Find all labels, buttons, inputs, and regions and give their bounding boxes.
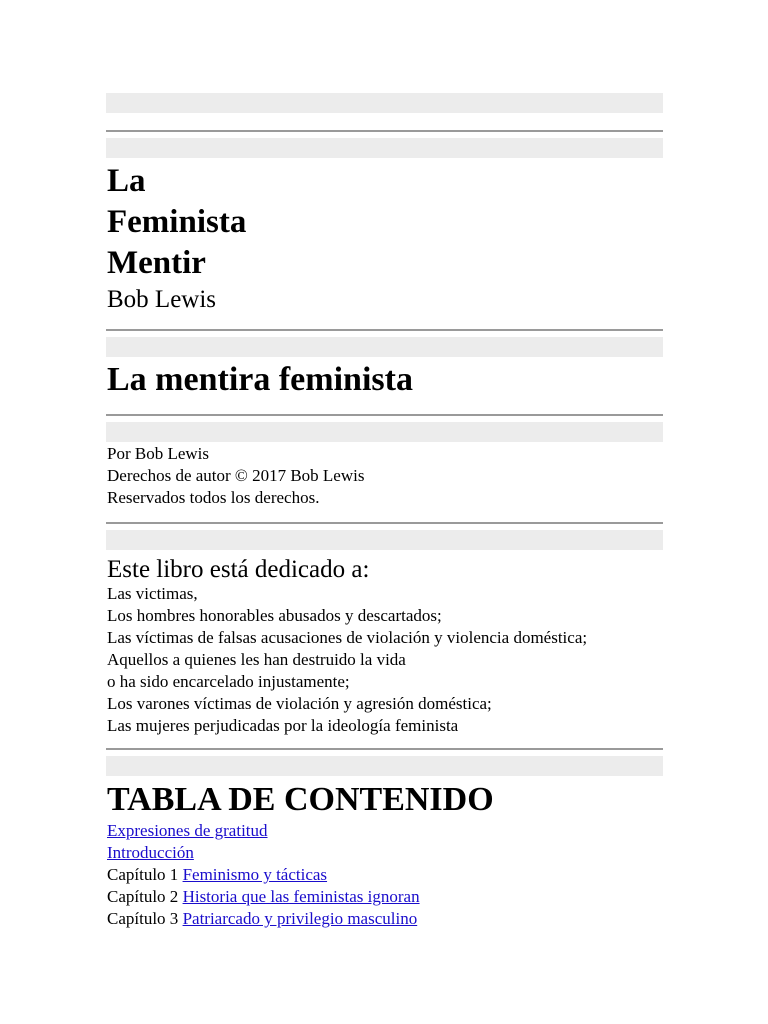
book-title: La mentira feminista <box>107 361 413 398</box>
toc-entry <box>107 820 420 842</box>
toc-link-chapter-3[interactable]: Patriarcado y privilegio masculino <box>182 909 418 928</box>
toc-link-chapter-1[interactable]: Feminismo y tácticas <box>182 865 328 884</box>
dedication-line: Las víctimas de falsas acusaciones de violación y violencia doméstica; <box>107 628 588 647</box>
horizontal-rule <box>106 522 663 524</box>
cover-title <box>107 161 246 284</box>
dedication-line: Las mujeres perjudicadas por la ideología feminista <box>107 716 459 735</box>
dedication-heading: Este libro está dedicado a: <box>107 556 370 583</box>
toc-heading: TABLA DE CONTENIDO <box>107 781 494 818</box>
copyright-line: Derechos de autor © 2017 Bob Lewis <box>107 466 365 485</box>
page-break-bar <box>106 93 663 113</box>
toc-chapter-prefix: Capítulo 2 <box>107 887 183 906</box>
page-break-bar <box>106 530 663 550</box>
horizontal-rule <box>106 329 663 331</box>
toc-link-introduccion[interactable]: Introducción <box>107 843 194 862</box>
dedication-line: o ha sido encarcelado injustamente; <box>107 672 350 691</box>
cover-title-line: La <box>107 163 146 199</box>
toc-chapter-prefix: Capítulo 1 <box>107 865 183 884</box>
horizontal-rule <box>106 130 663 132</box>
toc-link-gratitud[interactable]: Expresiones de gratitud <box>107 821 268 840</box>
dedication-block <box>107 583 587 737</box>
toc-entry <box>107 908 420 930</box>
dedication-line: Las victimas, <box>107 584 198 603</box>
page-break-bar <box>106 337 663 357</box>
cover-author: Bob Lewis <box>107 286 217 313</box>
toc-list <box>107 820 420 930</box>
copyright-line: Por Bob Lewis <box>107 444 209 463</box>
cover-title-line: Feminista <box>107 204 247 240</box>
toc-entry <box>107 842 420 864</box>
page-break-bar <box>106 422 663 442</box>
horizontal-rule <box>106 748 663 750</box>
toc-entry <box>107 864 420 886</box>
page-break-bar <box>106 756 663 776</box>
toc-link-chapter-2[interactable]: Historia que las feministas ignoran <box>182 887 420 906</box>
dedication-line: Los hombres honorables abusados y descartados; <box>107 606 442 625</box>
cover-title-line: Mentir <box>107 245 206 281</box>
toc-chapter-prefix: Capítulo 3 <box>107 909 183 928</box>
toc-entry <box>107 886 420 908</box>
dedication-line: Los varones víctimas de violación y agresión doméstica; <box>107 694 492 713</box>
copyright-block <box>107 443 364 509</box>
horizontal-rule <box>106 414 663 416</box>
dedication-line: Aquellos a quienes les han destruido la vida <box>107 650 406 669</box>
copyright-line: Reservados todos los derechos. <box>107 488 320 507</box>
page-break-bar <box>106 138 663 158</box>
